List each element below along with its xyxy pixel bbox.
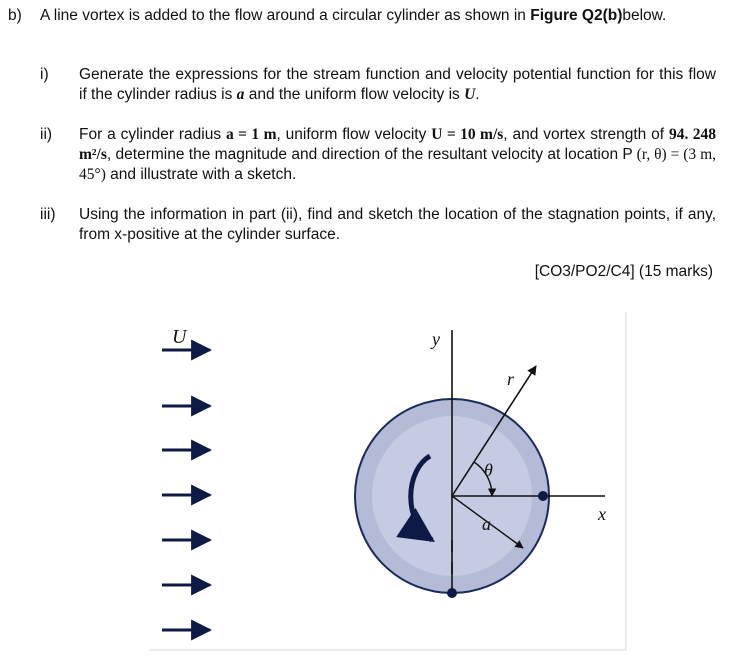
symbol-U: U	[464, 86, 476, 103]
label-U: U	[172, 326, 187, 348]
intro-text-pre: A line vortex is added to the flow around a circular cylinder as shown in	[40, 7, 531, 24]
part-ii-t1: For a cylinder radius	[79, 126, 226, 143]
label-x: x	[598, 504, 606, 524]
part-ii-label: ii)	[40, 126, 53, 143]
part-ii-t3: , and vortex strength of	[503, 126, 669, 143]
math-vortex-strength: 94. 248 m²/s	[79, 126, 716, 163]
label-r: r	[507, 369, 515, 389]
point-P: P	[622, 146, 633, 163]
surface-point-x	[538, 491, 548, 501]
surface-point-bottom	[447, 588, 457, 598]
math-radius: a = 1 m	[225, 126, 277, 143]
symbol-a: a	[236, 86, 245, 103]
uniform-flow-arrows	[162, 350, 210, 630]
label-theta: θ	[484, 460, 493, 480]
part-ii-t2: , uniform flow velocity	[276, 126, 432, 143]
question-label: b)	[8, 7, 22, 24]
math-location: (r, θ) = (3 m, 45°)	[79, 146, 716, 183]
math-velocity: U = 10 m/s	[431, 126, 504, 143]
part-i-text-c: .	[475, 86, 480, 103]
label-y: y	[432, 329, 440, 349]
part-iii-text: Using the information in part (ii), find and sketch the location of the stagnation points, if any, from x-positive at the cylinder surface.	[79, 206, 716, 243]
part-ii-t4: , determine the magnitude and direction of the resultant velocity at location	[106, 146, 623, 163]
part-i-text-b: and the uniform flow velocity is	[244, 86, 465, 103]
intro-text-post: below.	[622, 7, 667, 24]
part-ii-t5: and illustrate with a sketch.	[105, 166, 297, 183]
figure-reference: Figure Q2(b)	[530, 7, 623, 24]
part-iii-label: iii)	[40, 206, 56, 223]
part-i-label: i)	[40, 66, 49, 83]
marks-allocation: [CO3/PO2/C4] (15 marks)	[534, 263, 713, 280]
part-i-text-a: Generate the expressions for the stream function and velocity potential function for this flow if the cylinder radius is	[79, 66, 716, 103]
label-a: a	[482, 514, 491, 534]
